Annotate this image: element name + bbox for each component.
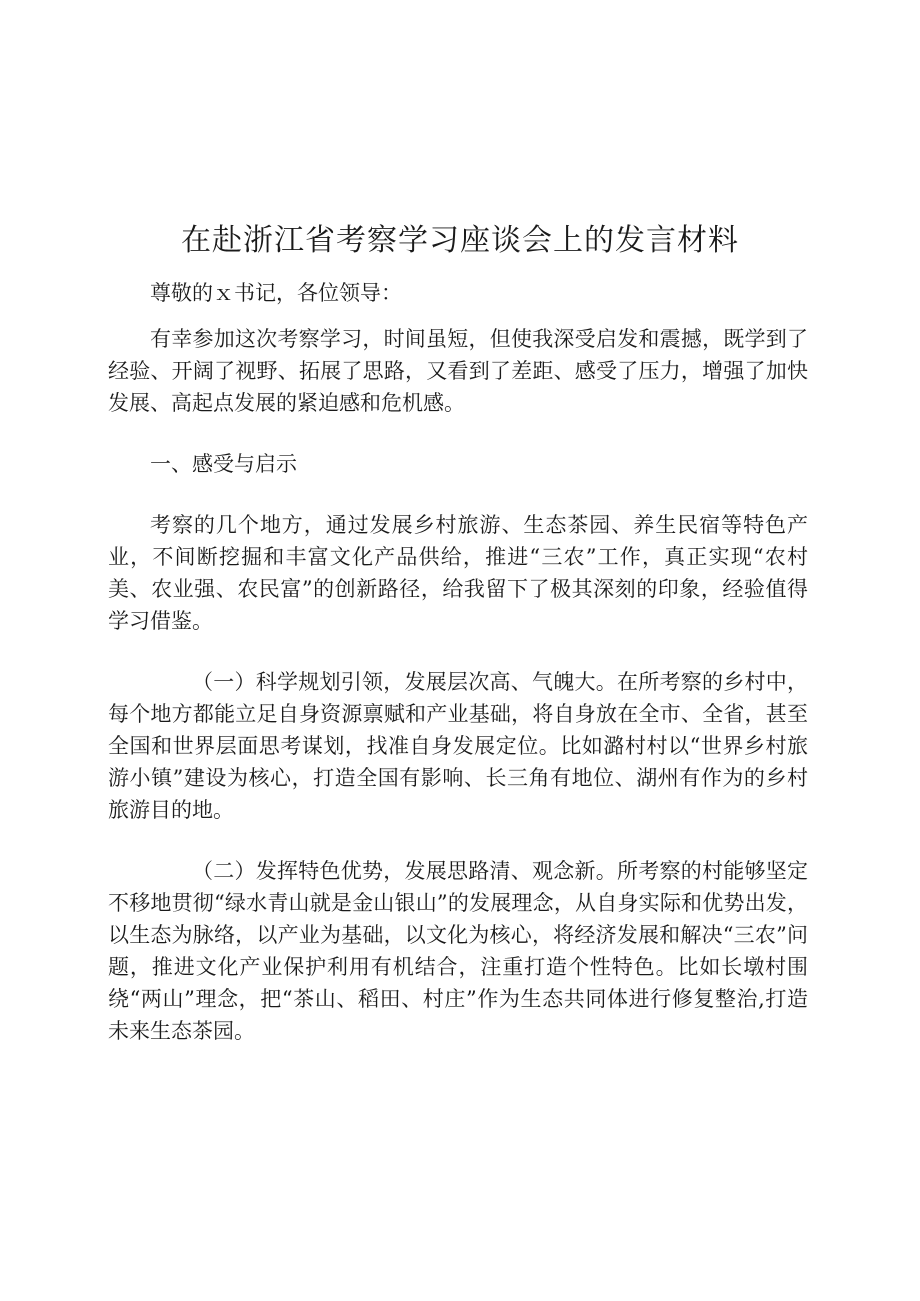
subsection-1-paragraph: （一）科学规划引领，发展层次高、气魄大。在所考察的乡村中，每个地方都能立足自身资源禀赋和产业基础，将自身放在全市、全省，甚至全国和世界层面思考谋划，找准自身发展定位。比如潞村村以“世界乡村旅游小镇”建设为核心，打造全国有影响、长三角有地位、湖州有作为的乡村旅游目的地。 <box>108 670 808 822</box>
salutation: 尊敬的ｘ书记，各位领导： <box>150 281 402 305</box>
intro-paragraph: 有幸参加这次考察学习，时间虽短，但使我深受启发和震撼，既学到了经验、开阔了视野、拓展了思路，又看到了差距、感受了压力，增强了加快发展、高起点发展的紧迫感和危机感。 <box>108 327 808 415</box>
section-heading: 一、感受与启示 <box>150 452 297 476</box>
document-title: 在赴浙江省考察学习座谈会上的发言材料 <box>181 223 739 258</box>
section-intro-paragraph: 考察的几个地方，通过发展乡村旅游、生态茶园、养生民宿等特色产业，不间断挖掘和丰富文化产品供给，推进“三农”工作，真正实现“农村美、农业强、农民富”的创新路径，给我留下了极其深刻的印象，经验值得学习借鉴。 <box>108 513 808 633</box>
document-body <box>108 277 808 1076</box>
subsection-2-paragraph: （二）发挥特色优势，发展思路清、观念新。所考察的村能够坚定不移地贯彻“绿水青山就是金山银山”的发展理念，从自身实际和优势出发，以生态为脉络，以产业为基础，以文化为核心，将经济发展和解决“三农”问题，推进文化产业保护利用有机结合，注重打造个性特色。比如长墩村围绕“两山”理念，把“茶山、稻田、村庄”作为生态共同体进行修复整治,打造未来生态茶园。 <box>108 859 808 1043</box>
